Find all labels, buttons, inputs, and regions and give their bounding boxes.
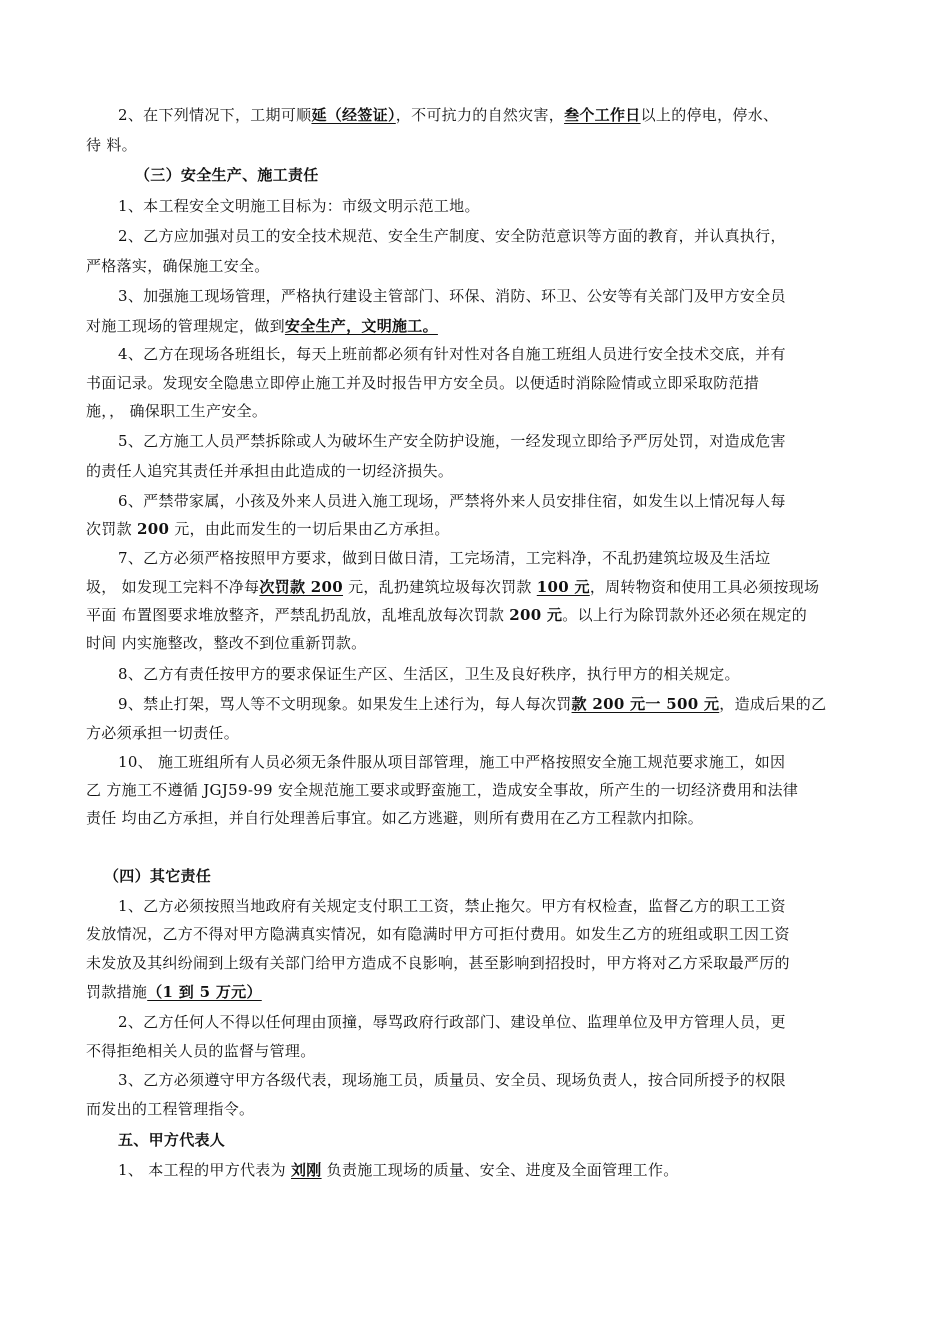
text-run: 元，由此而发生的一切后果由乙方承担。 [169,520,450,538]
text-line [118,196,480,216]
text-run: 2、在下列情况下，工期可顺 [118,106,312,124]
text-run: 未发放及其纠纷闹到上级有关部门给甲方造成不良影响，甚至影响到招投时，甲方将对乙方采取最严厉的 [86,954,790,972]
text-run: 方必须承担一切责任。 [86,724,240,742]
section-heading [118,1130,225,1150]
text-line [86,780,798,800]
text-line [86,1099,254,1119]
text-run: 10、 施工班组所有人员必须无条件服从项目部管理，施工中严格按照安全施工规范要求施工，如因 [118,753,786,771]
text-line [118,1160,679,1180]
underlined-text: 100 元 [536,578,590,596]
text-line [118,694,826,714]
text-line [86,723,239,743]
text-run: 圾， 如发现工完料不净每 [86,578,260,596]
text-line [118,226,786,246]
underlined-text: 次罚款 200 [259,578,344,596]
text-run: 次罚款 [86,520,137,538]
text-line [86,605,807,625]
text-run: ，造成后果的乙 [719,695,827,713]
text-run: 元，乱扔建筑垃圾每次罚款 [343,578,537,596]
text-run: 5、乙方施工人员严禁拆除或人为破坏生产安全防护设施，一经发现立即给予严厉处罚，对造成危害 [118,432,786,450]
text-line [118,491,786,511]
text-run: 对施工现场的管理规定，做到 [86,317,285,335]
text-run: 负责施工现场的质量、安全、进度及全面管理工作。 [321,1161,679,1179]
text-run: 。以上行为除罚款外还必须在规定的 [562,606,808,624]
text-line [86,256,270,276]
section-heading [104,866,211,886]
text-run: 严格落实，确保施工安全。 [86,257,270,275]
underlined-text: （1 到 5 万元） [147,983,262,1001]
text-run: 1、乙方必须按照当地政府有关规定支付职工工资，禁止拖欠。甲方有权检查，监督乙方的职工工资 [118,897,786,915]
text-line [118,896,786,916]
text-line [118,344,786,364]
underlined-text: 延（经签证） [311,106,396,124]
text-run: 时间 内实施整改，整改不到位重新罚款。 [86,634,367,652]
text-line [118,1012,786,1032]
text-line [118,105,778,125]
text-run: 2、乙方任何人不得以任何理由顶撞，辱骂政府行政部门、建设单位、监理单位及甲方管理人员，更 [118,1013,786,1031]
text-line [86,316,438,336]
text-line [118,752,785,772]
text-run: 乙 方施工不遵循 JGJ59-99 安全规范施工要求或野蛮施工，造成安全事故，所产生的一切经济费用和法律 [86,781,799,799]
text-line [86,135,137,155]
text-run: 4、乙方在现场各班组长，每天上班前都必须有针对性对各自施工班组人员进行安全技术交底，并有 [118,345,786,363]
text-line [86,808,703,828]
text-run: 9、禁止打架，骂人等不文明现象。如果发生上述行为，每人每次罚 [118,695,572,713]
text-line [86,982,262,1002]
text-line [86,924,790,944]
underlined-text: 安全生产，文明施工。 [284,317,438,335]
text-line [86,1041,316,1061]
bold-text: （四）其它责任 [104,867,212,885]
bold-text: 200 元 [509,606,563,624]
text-line [86,401,267,421]
text-line [118,1070,786,1090]
text-run: 1、 本工程的甲方代表为 [118,1161,291,1179]
bold-text: 200 [136,520,170,538]
text-line [118,664,740,684]
bold-text: （三）安全生产、施工责任 [135,166,319,184]
bold-text: 五、甲方代表人 [118,1131,226,1149]
underlined-text: 叁个工作日 [564,106,641,124]
text-run: ，不可抗力的自然灾害， [395,106,565,124]
underlined-text: 刘刚 [290,1161,322,1179]
text-line [86,461,453,481]
text-run: 书面记录。发现安全隐患立即停止施工并及时报告甲方安全员。以便适时消除险情或立即采取防范措 [86,374,760,392]
text-run: 施，， 确保职工生产安全。 [86,402,268,420]
text-run: 罚款措施 [86,983,148,1001]
text-run: 发放情况，乙方不得对甲方隐满真实情况，如有隐满时甲方可拒付费用。如发生乙方的班组或职工因工资 [86,925,790,943]
section-heading [135,165,319,185]
underlined-text: 款 200 元一 500 元 [571,695,720,713]
text-line [118,431,786,451]
text-run: ，周转物资和使用工具必须按现场 [589,578,820,596]
text-line [86,577,819,597]
text-line [118,548,770,568]
text-run: 责任 均由乙方承担，并自行处理善后事宜。如乙方逃避，则所有费用在乙方工程款内扣除。 [86,809,704,827]
text-run: 平面 布置图要求堆放整齐，严禁乱扔乱放，乱堆乱放每次罚款 [86,606,510,624]
text-line [118,286,786,306]
text-run: 1、本工程安全文明施工目标为：市级文明示范工地。 [118,197,480,215]
text-line [86,373,759,393]
text-line [86,519,450,539]
text-line [86,633,366,653]
text-run: 而发出的工程管理指令。 [86,1100,255,1118]
text-run: 的责任人追究其责任并承担由此造成的一切经济损失。 [86,462,454,480]
text-run: 8、乙方有责任按甲方的要求保证生产区、生活区，卫生及良好秩序，执行甲方的相关规定。 [118,665,740,683]
text-run: 3、加强施工现场管理，严格执行建设主管部门、环保、消防、环卫、公安等有关部门及甲方安全员 [118,287,786,305]
text-run: 3、乙方必须遵守甲方各级代表，现场施工员，质量员、安全员、现场负责人，按合同所授予的权限 [118,1071,786,1089]
text-run: 不得拒绝相关人员的监督与管理。 [86,1042,316,1060]
text-run: 7、乙方必须严格按照甲方要求，做到日做日清，工完场清，工完料净，不乱扔建筑垃圾及生活垃 [118,549,771,567]
text-run: 待 料。 [86,136,137,154]
text-run: 6、严禁带家属，小孩及外来人员进入施工现场，严禁将外来人员安排住宿，如发生以上情况每人每 [118,492,786,510]
text-line [86,953,790,973]
text-run: 2、乙方应加强对员工的安全技术规范、安全生产制度、安全防范意识等方面的教育，并认真执行， [118,227,786,245]
text-run: 以上的停电，停水、 [640,106,779,124]
